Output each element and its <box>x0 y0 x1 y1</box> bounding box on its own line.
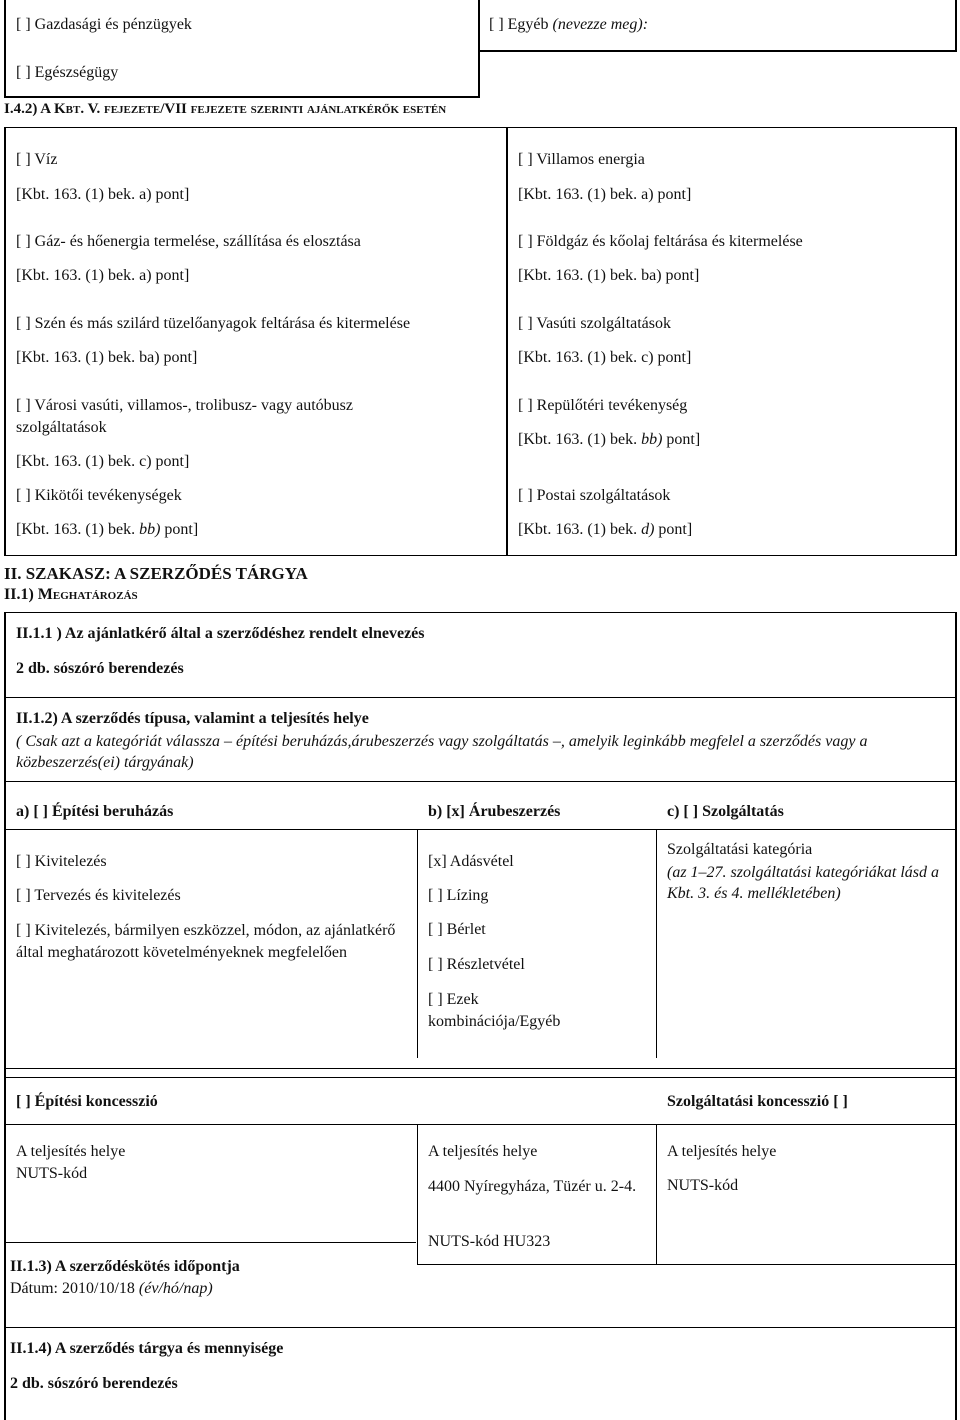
type-b-option: [ ] Ezek kombinációja/Egyéb <box>428 991 561 1030</box>
list-item: [ ] Repülőtéri tevékenység <box>518 397 688 414</box>
list-item: [ ] Kikötői tevékenységek <box>16 487 182 504</box>
list-item: [ ] Városi vasúti, villamos-, trolibusz- vagy autóbusz <box>16 397 353 414</box>
contract-name-title: II.1.1 ) Az ajánlatkérő által a szerződéshez rendelt elnevezés <box>16 625 425 642</box>
list-item: [ ] Szén és más szilárd tüzelőanyagok feltárása és kitermelése <box>16 315 411 332</box>
border <box>955 698 957 782</box>
border <box>506 127 508 556</box>
section-i42-title: I.4.2) A Kbt. V. fejezete/VII fejezete szerinti ajánlatkérők esetén <box>4 101 447 117</box>
border <box>4 1124 957 1125</box>
section-ii1-heading: II.1) Meghatározás <box>4 586 138 603</box>
place-b-address: 4400 Nyíregyháza, Tüzér u. 2-4. <box>428 1178 637 1195</box>
list-item: szolgáltatások <box>16 419 107 436</box>
place-a-label: A teljesítés helye <box>16 1143 126 1160</box>
subject-value: 2 db. sószóró berendezés <box>10 1375 178 1392</box>
border <box>4 1077 957 1078</box>
type-a-option: [ ] Tervezés és kivitelezés <box>16 887 181 904</box>
border <box>417 830 418 1058</box>
border <box>4 829 957 830</box>
list-item: [ ] Gáz- és hőenergia termelése, szállítása és elosztása <box>16 233 361 250</box>
list-item: [ ] Földgáz és kőolaj feltárása és kitermelése <box>518 233 803 250</box>
place-b-nuts: NUTS-kód HU323 <box>428 1233 551 1250</box>
type-a-option: [ ] Kivitelezés <box>16 853 107 870</box>
list-item-ref: [Kbt. 163. (1) bek. a) pont] <box>16 186 190 203</box>
border <box>4 697 957 698</box>
list-item-ref: [Kbt. 163. (1) bek. a) pont] <box>518 186 692 203</box>
contract-date-value: Dátum: 2010/10/18 (év/hó/nap) <box>10 1280 213 1297</box>
border <box>4 781 957 782</box>
border <box>4 1068 957 1069</box>
border <box>955 127 957 556</box>
border <box>4 1327 6 1420</box>
list-item: [ ] Vasúti szolgáltatások <box>518 315 672 332</box>
type-c-header: c) [ ] Szolgáltatás <box>667 803 784 820</box>
list-item-ref: [Kbt. 163. (1) bek. ba) pont] <box>16 349 198 366</box>
border <box>4 612 6 698</box>
border <box>656 830 657 1058</box>
border <box>4 782 6 1328</box>
type-a-header: a) [ ] Építési beruházás <box>16 803 174 820</box>
contract-date-title: II.1.3) A szerződéskötés időpontja <box>10 1258 240 1275</box>
border <box>4 1242 416 1243</box>
list-item-ref: [Kbt. 163. (1) bek. c) pont] <box>518 349 692 366</box>
type-b-option: [ ] Részletvétel <box>428 956 525 973</box>
border <box>4 612 957 613</box>
option-health: [ ] Egészségügy <box>16 64 119 81</box>
border <box>955 782 957 1328</box>
border <box>656 1125 657 1265</box>
place-c-label: A teljesítés helye <box>667 1143 777 1160</box>
option-other: [ ] Egyéb (nevezze meg): <box>489 16 649 33</box>
list-item-ref: [Kbt. 163. (1) bek. bb) pont] <box>16 521 199 538</box>
list-item-ref: [Kbt. 163. (1) bek. d) pont] <box>518 521 693 538</box>
type-b-option: [ ] Bérlet <box>428 921 486 938</box>
section-ii-heading: II. SZAKASZ: A SZERZŐDÉS TÁRGYA <box>4 564 308 583</box>
option-financial: [ ] Gazdasági és pénzügyek <box>16 16 192 33</box>
border <box>4 127 6 556</box>
border <box>4 1327 957 1328</box>
border <box>955 1327 957 1420</box>
service-category-title: Szolgáltatási kategória <box>667 841 813 858</box>
border <box>478 0 480 98</box>
list-item-ref: [Kbt. 163. (1) bek. ba) pont] <box>518 267 700 284</box>
border <box>955 612 957 698</box>
type-b-option: [x] Adásvétel <box>428 853 514 870</box>
works-concession: [ ] Építési koncesszió <box>16 1093 158 1110</box>
contract-type-note: ( Csak azt a kategóriát válassza – építési beruházás,árubeszerzés vagy szolgáltatás –, amelyik leginkább megfelel a szerződés vagy a közbeszerzés(ei) tárgyának) <box>16 733 868 771</box>
border <box>417 1125 418 1265</box>
border <box>4 555 957 556</box>
place-a-nuts: NUTS-kód <box>16 1165 88 1182</box>
border <box>4 96 480 98</box>
place-c-nuts: NUTS-kód <box>667 1177 739 1194</box>
border <box>480 50 957 52</box>
contract-type-title: II.1.2) A szerződés típusa, valamint a teljesítés helye <box>16 710 369 727</box>
list-item-ref: [Kbt. 163. (1) bek. a) pont] <box>16 267 190 284</box>
contract-name-value: 2 db. sószóró berendezés <box>16 660 184 677</box>
type-b-option: [ ] Lízing <box>428 887 489 904</box>
border <box>4 127 957 128</box>
service-category-note: (az 1–27. szolgáltatási kategóriákat lásd a Kbt. 3. és 4. mellékletében) <box>667 864 939 902</box>
service-concession: Szolgáltatási koncesszió [ ] <box>667 1093 848 1110</box>
type-b-header: b) [x] Árubeszerzés <box>428 803 561 820</box>
border <box>4 0 6 98</box>
border <box>417 1264 957 1265</box>
border <box>955 0 957 52</box>
list-item: [ ] Postai szolgáltatások <box>518 487 671 504</box>
list-item: [ ] Víz <box>16 151 58 168</box>
type-a-option: [ ] Kivitelezés, bármilyen eszközzel, módon, az ajánlatkérő által meghatározott követelményeknek megfelelően <box>16 922 396 961</box>
subject-title: II.1.4) A szerződés tárgya és mennyisége <box>10 1340 284 1357</box>
list-item-ref: [Kbt. 163. (1) bek. c) pont] <box>16 453 190 470</box>
list-item: [ ] Villamos energia <box>518 151 645 168</box>
list-item-ref: [Kbt. 163. (1) bek. bb) pont] <box>518 431 701 448</box>
place-b-label: A teljesítés helye <box>428 1143 538 1160</box>
border <box>4 698 6 782</box>
